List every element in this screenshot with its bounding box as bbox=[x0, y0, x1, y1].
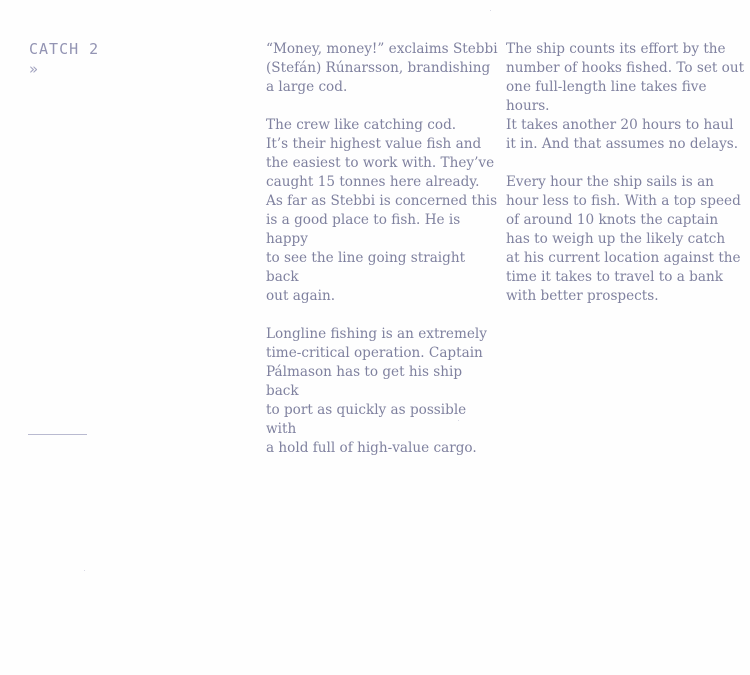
paragraph: The crew like catching cod. It’s their highest value fish and the easiest to work with. They’ve caught 15 tonnes here already. As far as Stebbi is concerned this is a good place to fish. He is happy to see the line going straight back out again. bbox=[266, 117, 498, 304]
text-column-left bbox=[266, 40, 498, 477]
paper-speck bbox=[490, 10, 491, 11]
section-label: CATCH 2 bbox=[29, 40, 100, 58]
section-divider bbox=[28, 434, 87, 435]
text-column-right bbox=[506, 40, 746, 325]
paragraph: The ship counts its effort by the number of hooks fished. To set out one full-length line takes five hours. It takes another 20 hours to haul it in. And that assumes no delays. bbox=[506, 41, 745, 152]
paper-speck bbox=[458, 420, 459, 421]
double-chevron-icon: » bbox=[29, 60, 39, 78]
paragraph: Longline fishing is an extremely time-critical operation. Captain Pálmason has to get his ship back to port as quickly as possible with a hold full of high-value cargo. bbox=[266, 326, 487, 456]
paper-speck bbox=[84, 570, 85, 571]
paragraph: “Money, money!” exclaims Stebbi (Stefán) Rúnarsson, brandishing a large cod. bbox=[266, 41, 498, 95]
paragraph: Every hour the ship sails is an hour less to fish. With a top speed of around 10 knots the captain has to weigh up the likely catch at his current location against the time it takes to travel to a bank with better prospects. bbox=[506, 174, 741, 304]
